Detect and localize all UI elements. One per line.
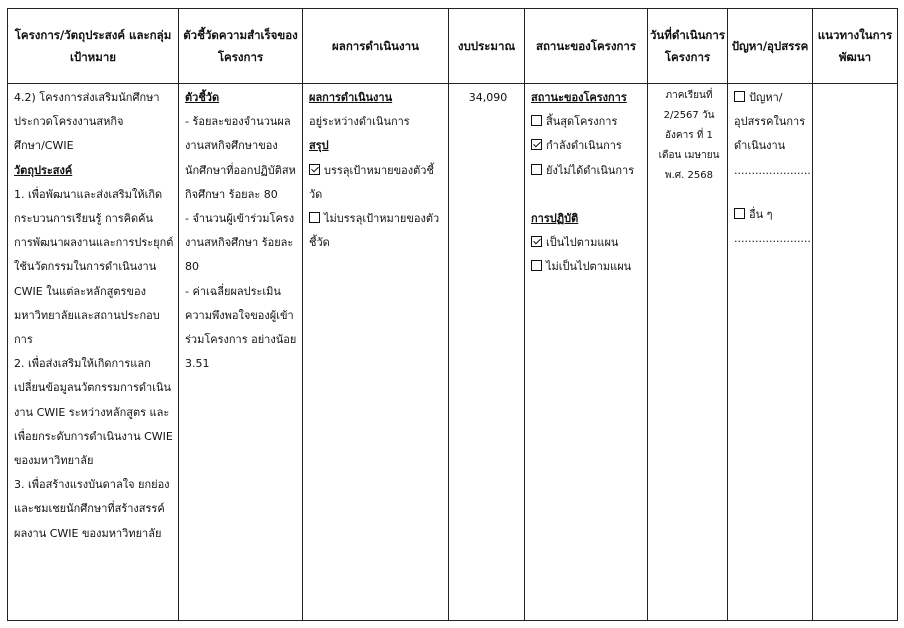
objective-1: 1. เพื่อพัฒนาและส่งเสริมให้เกิดกระบวนการเรียนรู้ การคิดค้น การพัฒนาผลงานและการประยุกต์ใช้นวัตกรรมในการดำเนินงาน CWIE ในแต่ละหลักสูตรของมหาวิทยาลัยและสถานประกอบการ xyxy=(14,187,174,347)
indicators-cell xyxy=(179,84,303,621)
status-heading: สถานะของโครงการ xyxy=(531,91,627,104)
option-not-started xyxy=(531,159,644,183)
option-not-met-label: ไม่บรรลุเป้าหมายของตัวชี้วัด xyxy=(309,212,440,250)
objectives-heading: วัตถุประสงค์ xyxy=(14,163,73,177)
checkbox-finished[interactable] xyxy=(531,115,542,126)
indicators-heading: ตัวชี้วัด xyxy=(185,91,220,104)
option-other xyxy=(734,203,809,227)
option-met xyxy=(309,159,445,207)
option-on-plan-label: เป็นไปตามแผน xyxy=(546,236,619,250)
checkbox-not-started[interactable] xyxy=(531,164,542,175)
checkbox-other[interactable] xyxy=(734,208,745,219)
header-budget: งบประมาณ xyxy=(449,9,525,84)
header-row xyxy=(8,9,898,84)
option-not-started-label: ยังไม่ได้ดำเนินการ xyxy=(546,163,635,177)
option-finished-label: สิ้นสุดโครงการ xyxy=(546,115,618,129)
table-row xyxy=(8,84,898,621)
option-finished xyxy=(531,110,644,134)
indicator-2: - จำนวนผู้เข้าร่วมโครงงานสหกิจศึกษา ร้อยละ 80 xyxy=(185,212,295,274)
option-met-label: บรรลุเป้าหมายของตัวชี้วัด xyxy=(309,163,434,201)
header-date: วันที่ดำเนินการโครงการ xyxy=(648,9,728,84)
project-title: 4.2) โครงการส่งเสริมนักศึกษาประกวดโครงงานสหกิจศึกษา/CWIE xyxy=(14,91,160,153)
date-text: ภาคเรียนที่ 2/2567 วันอังคาร ที่ 1 เดือน เมษายน พ.ศ. 2568 xyxy=(658,90,720,181)
summary-heading: สรุป xyxy=(309,139,329,153)
checkbox-in-progress[interactable] xyxy=(531,139,542,150)
checkbox-off-plan[interactable] xyxy=(531,260,542,271)
results-text: อยู่ระหว่างดำเนินการ xyxy=(309,115,410,129)
option-problem xyxy=(734,86,809,159)
checkbox-not-met[interactable] xyxy=(309,212,320,223)
option-other-label: อื่น ๆ xyxy=(749,207,773,221)
indicator-1: - ร้อยละของจำนวนผลงานสหกิจศึกษาของนักศึกษาที่ออกปฏิบัติสหกิจศึกษา ร้อยละ 80 xyxy=(185,115,296,201)
project-report-table xyxy=(7,8,898,621)
checkbox-met[interactable] xyxy=(309,164,320,175)
objective-2: 2. เพื่อส่งเสริมให้เกิดการแลกเปลี่ยนข้อมูลนวัตกรรมการดำเนินงาน CWIE ระหว่างหลักสูตร และเพื่อยกระดับการดำเนินงาน CWIE ของมหาวิทยาลัย xyxy=(14,357,173,468)
option-on-plan xyxy=(531,231,644,255)
status-cell xyxy=(525,84,648,621)
guidelines-cell xyxy=(813,84,898,621)
results-cell xyxy=(303,84,449,621)
objective-3: 3. เพื่อสร้างแรงบันดาลใจ ยกย่องและชมเชยนักศึกษาที่สร้างสรรค์ผลงาน CWIE ของมหาวิทยาลัย xyxy=(14,478,170,540)
option-not-met xyxy=(309,207,445,255)
option-in-progress xyxy=(531,134,644,158)
indicator-3: - ค่าเฉลี่ยผลประเมินความพึงพอใจของผู้เข้าร่วมโครงการ อย่างน้อย 3.51 xyxy=(185,284,297,371)
project-cell xyxy=(8,84,179,621)
header-project: โครงการ/วัตถุประสงค์ และกลุ่มเป้าหมาย xyxy=(8,9,179,84)
date-cell xyxy=(648,84,728,621)
header-status: สถานะของโครงการ xyxy=(525,9,648,84)
practice-heading: การปฏิบัติ xyxy=(531,211,579,225)
budget-cell xyxy=(449,84,525,621)
budget-value: 34,090 xyxy=(468,91,508,104)
option-off-plan xyxy=(531,255,644,279)
header-problems: ปัญหา/อุปสรรค xyxy=(728,9,813,84)
header-results: ผลการดำเนินงาน xyxy=(303,9,449,84)
option-off-plan-label: ไม่เป็นไปตามแผน xyxy=(546,260,632,274)
checkbox-on-plan[interactable] xyxy=(531,236,542,247)
option-in-progress-label: กำลังดำเนินการ xyxy=(546,139,622,153)
checkbox-problem[interactable] xyxy=(734,91,745,102)
other-dots: ...................... xyxy=(734,232,811,246)
header-indicators: ตัวชี้วัดความสำเร็จของโครงการ xyxy=(179,9,303,84)
problems-cell xyxy=(728,84,813,621)
header-guidelines: แนวทางในการพัฒนา xyxy=(813,9,898,84)
results-heading: ผลการดำเนินงาน xyxy=(309,91,393,104)
option-problem-label: ปัญหา/อุปสรรคในการดำเนินงาน xyxy=(734,91,806,153)
problem-dots: ...................... xyxy=(734,163,811,177)
